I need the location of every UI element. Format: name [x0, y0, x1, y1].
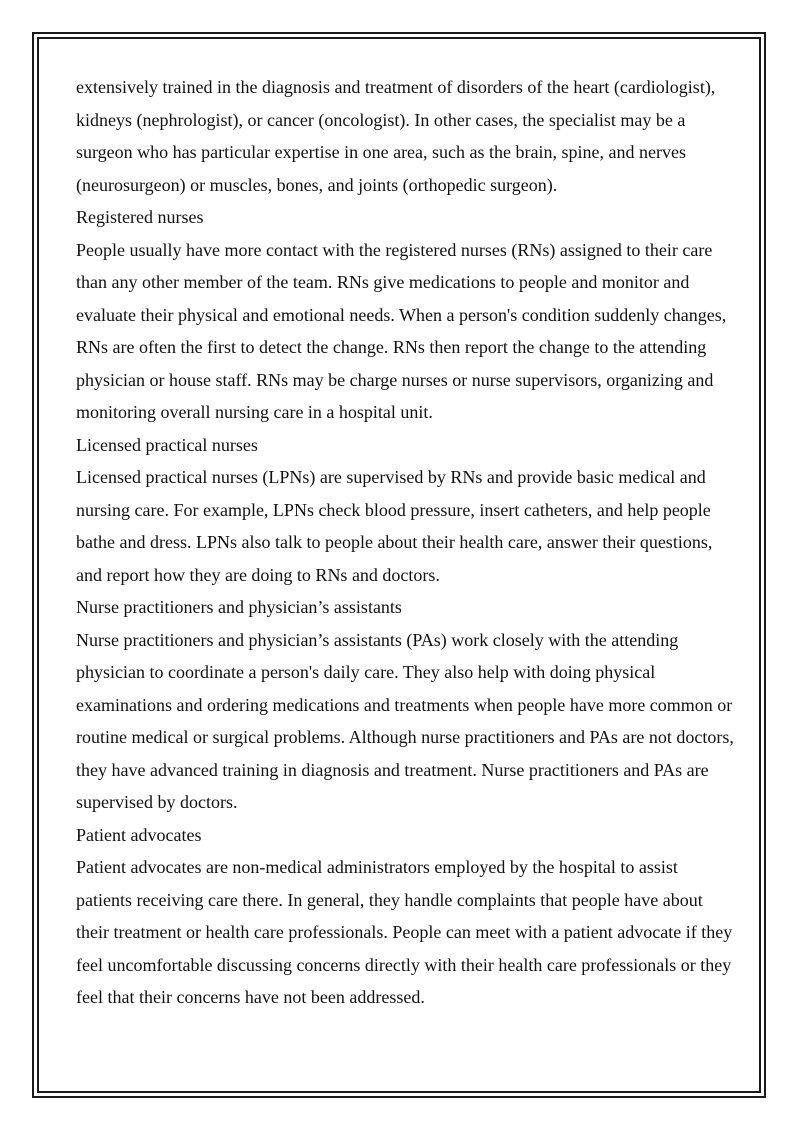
- heading-licensed-practical-nurses: Licensed practical nurses: [76, 434, 258, 455]
- paragraph-registered-nurses: People usually have more contact with the registered nurses (RNs) assigned to their care than any other member of the team. RNs give medications to people and monitor and evaluate their physical and emotional needs. When a person's condition suddenly changes, RNs are often the first to detect the change. RNs then report the change to the attending physician or house staff. RNs may be charge nurses or nurse supervisors, organizing and monitoring overall nursing care in a hospital unit.: [76, 239, 727, 422]
- paragraph-specialists-continued: extensively trained in the diagnosis and treatment of disorders of the heart (cardiologist), kidneys (nephrologist), or cancer (oncologist). In other cases, the specialist may be a surgeon who has particular expertise in one area, such as the brain, spine, and nerves (neurosurgeon) or muscles, bones, and joints (orthopedic surgeon).: [76, 77, 716, 195]
- paragraph-licensed-practical-nurses: Licensed practical nurses (LPNs) are supervised by RNs and provide basic medical and nursing care. For example, LPNs check blood pressure, insert catheters, and help people bathe and dress. LPNs also talk to people about their health care, answer their questions, and report how they are doing to RNs and doctors.: [76, 467, 713, 585]
- heading-registered-nurses: Registered nurses: [76, 207, 204, 227]
- heading-patient-advocates: Patient advocates: [76, 824, 202, 845]
- paragraph-nurse-practitioners: Nurse practitioners and physician’s assistants (PAs) work closely with the attending physician to coordinate a person's daily care. They also help with doing physical examinations and ordering medications and treatments when people have more common or routine medical or surgical problems. Although nurse practitioners and PAs are not doctors, they have advanced training in diagnosis and treatment. Nurse practitioners and PAs are supervised by doctors.: [76, 629, 734, 812]
- paragraph-patient-advocates: Patient advocates are non-medical administrators employed by the hospital to assist patients receiving care there. In general, they handle complaints that people have about their treatment or health care professionals. People can meet with a patient advocate if they feel uncomfortable discussing concerns directly with their health care professionals or they feel that their concerns have not been addressed.: [76, 857, 733, 1007]
- heading-nurse-practitioners: Nurse practitioners and physician’s assistants: [76, 597, 402, 617]
- document-body: [76, 71, 736, 1014]
